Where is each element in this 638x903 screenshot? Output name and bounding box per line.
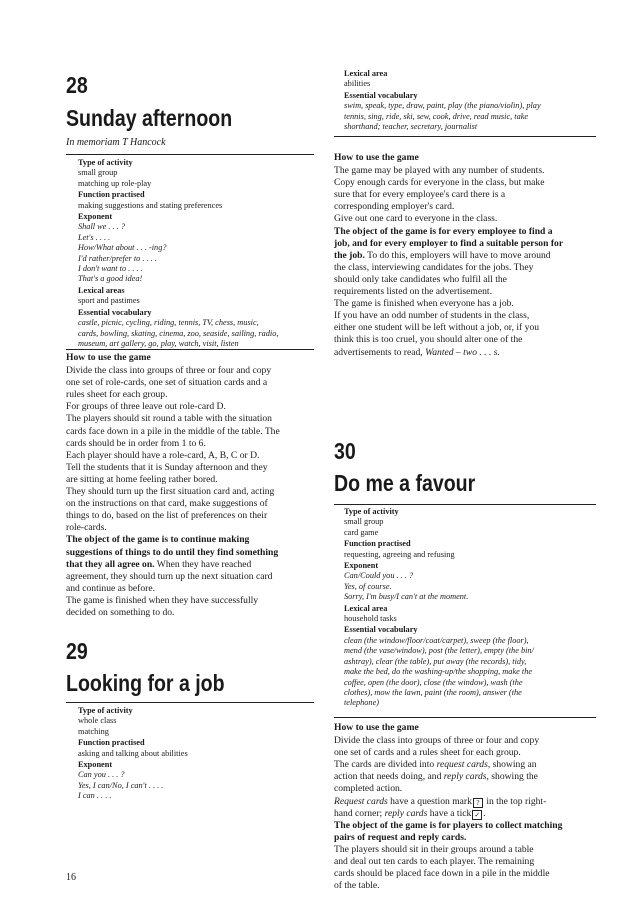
body-line: Each player should have a role-card, A, B, C or D.: [66, 449, 260, 461]
exponent-line: Yes, of course.: [344, 581, 392, 591]
function-line: requesting, agreeing and refusing: [344, 549, 455, 559]
body-line: The game may be played with any number of students.: [334, 165, 545, 177]
body-line: requirements listed on the advertisement.: [334, 286, 492, 298]
body-text: , showing an: [487, 759, 537, 771]
tick-box-icon: ✓: [472, 810, 482, 820]
function-line: asking and talking about abilities: [78, 748, 188, 758]
type-line: whole class: [78, 716, 117, 726]
body-line: and continue as before.: [66, 582, 155, 594]
exponent-line: Let's . . . .: [78, 232, 111, 242]
body-line: Give out one card to everyone in the class.: [334, 213, 498, 225]
divider: [334, 504, 596, 505]
body-text: request cards: [436, 759, 488, 771]
object-line: the job.: [334, 249, 365, 261]
object-line: The object of the game is for players to collect matching: [334, 819, 563, 831]
body-line: on the instructions on that card, make suggestions of: [66, 498, 268, 510]
object-line: that they all agree on.: [66, 558, 155, 570]
body-line: If you have an odd number of students in the class,: [334, 310, 530, 322]
lexical-line: sport and pastimes: [78, 296, 140, 306]
vocabulary-line: tennis, sing, ride, ski, sew, cook, drive, read music, take: [344, 111, 529, 121]
vocabulary-line: cards, bowling, skating, cinema, zoo, seaside, sailing, radio,: [78, 328, 279, 338]
vocabulary-line: clean (the window/floor/coat/carpet), sweep (the floor),: [344, 635, 529, 645]
lexical-label: Lexical area: [344, 603, 388, 613]
body-line: Tell the students that it is Sunday afternoon and they: [66, 461, 268, 473]
lexical-label: Lexical areas: [78, 285, 125, 295]
type-line: small group: [344, 517, 384, 527]
object-line: The object of the game is for every employee to find a: [334, 225, 553, 237]
exponent-label: Exponent: [78, 212, 113, 222]
activity-29-summary: [78, 705, 314, 802]
activity-30-number: 30: [334, 438, 356, 464]
vocabulary-line: swim, speak, type, draw, paint, play (the piano/violin), play: [344, 101, 541, 111]
body-text: Request cards: [334, 795, 388, 807]
body-text: The cards are divided into: [334, 759, 437, 771]
object-line: The object of the game is to continue making: [66, 534, 250, 546]
exponent-line: I don't want to . . . .: [78, 264, 143, 274]
type-line: matching up role-play: [78, 178, 152, 188]
body-text: hand corner;: [334, 807, 385, 819]
type-line: small group: [78, 168, 118, 178]
function-line: making suggestions and stating preferences: [78, 200, 223, 210]
body-line: agreement, they should turn up the next situation card: [66, 570, 273, 582]
body-line: The game is finished when everyone has a job.: [334, 298, 514, 310]
exponent-label: Exponent: [344, 561, 379, 571]
vocabulary-line: museum, art gallery, go, play, watch, visit, listen: [78, 338, 239, 348]
body-line: of the table.: [334, 880, 380, 892]
exponent-line: That's a good idea!: [78, 274, 143, 284]
activity-29-how-to: [334, 152, 596, 359]
body-line: should only take candidates who fulfil all the: [334, 273, 507, 285]
body-line: The players should sit in their groups around a table: [334, 843, 534, 855]
body-text: When they have reached: [154, 558, 252, 570]
body-line: things to do, based on the list of preferences on their: [66, 510, 268, 522]
body-text: reply cards: [443, 771, 487, 783]
activity-30-how-to: How to use the game Divide the class into groups of three or four and copy one set of cards and a rules sheet for each group. The cards are divided into request cards, showing an action that needs doing, and reply cards, showing the completed action. Request cards have a question mark ? in the top right- hand corner; reply cards have a tick ✓ . The object of the game is for players to collect matching pairs of request and reply cards. The players should sit in their groups around a table and deal out ten cards to each player. The remaining cards should be placed face down in a pile in the middle of the table.: [334, 722, 596, 892]
activity-29-title: Looking for a job: [66, 670, 225, 696]
body-text: To do this, employers will have to move around: [364, 249, 551, 261]
body-line: are sitting at home feeling rather bored.: [66, 473, 218, 485]
body-text: , showing the: [486, 771, 538, 783]
function-label: Function practised: [344, 539, 411, 549]
object-line: pairs of request and reply cards.: [334, 831, 467, 843]
body-line: Divide the class into groups of three or four and copy: [66, 365, 272, 377]
exponent-line: How/What about . . . -ing?: [78, 243, 167, 253]
object-line: suggestions of things to do until they find something: [66, 546, 279, 558]
vocabulary-line: coffee, open (the door), close (the window), wash (the: [344, 677, 523, 687]
how-heading: How to use the game: [66, 352, 151, 363]
body-text: have a question mark: [387, 795, 472, 807]
body-line: one set of role-cards, one set of situation cards and a: [66, 377, 268, 389]
type-line: card game: [344, 527, 379, 537]
page-number: 16: [66, 872, 76, 883]
body-line: cards should be in order from 1 to 6.: [66, 437, 206, 449]
vocabulary-line: clothes), mow the lawn, paint (the room), answer (the: [344, 687, 522, 697]
exponent-label: Exponent: [78, 760, 113, 770]
how-heading: How to use the game: [334, 152, 419, 163]
vocabulary-label: Essential vocabulary: [344, 90, 418, 100]
object-line: job, and for every employer to find a suitable person for: [334, 237, 564, 249]
vocabulary-line: mend (the vase/window), post (the letter), empty (the bin/: [344, 646, 534, 656]
body-line: For groups of three leave out role-card D.: [66, 401, 226, 413]
question-mark-box-icon: ?: [473, 798, 483, 808]
body-text: Wanted – two . . . s.: [425, 346, 500, 358]
body-text: action that needs doing, and: [334, 771, 444, 783]
body-text: reply cards: [384, 807, 428, 819]
activity-28-dedication: In memoriam T Hancock: [66, 137, 166, 148]
divider: [334, 136, 596, 137]
body-line: cards face down in a pile in the middle of the table. The: [66, 425, 280, 437]
exponent-line: Can/Could you . . . ?: [344, 571, 414, 581]
body-line: and deal out ten cards to each player. The remaining: [334, 856, 535, 868]
body-text: have a tick: [427, 807, 472, 819]
exponent-line: Yes, I can/No, I can't . . . .: [78, 780, 164, 790]
vocabulary-line: ashtray), clear (the table), put away (the records), tidy,: [344, 656, 527, 666]
vocabulary-label: Essential vocabulary: [344, 625, 418, 635]
function-label: Function practised: [78, 738, 145, 748]
body-line: decided on something to do.: [66, 606, 175, 618]
activity-29-summary-continued: [344, 68, 596, 132]
body-line: sure that for every employee's card there is a: [334, 189, 506, 201]
body-line: They should turn up the first situation card and, acting: [66, 486, 275, 498]
activity-30-summary: [344, 506, 596, 709]
body-line: think this is too cruel, you should alter one of the: [334, 334, 523, 346]
type-label: Type of activity: [344, 507, 399, 516]
divider: [66, 154, 314, 155]
lexical-line: household tasks: [344, 614, 397, 624]
body-line: either one student will be left without a job, or, if you: [334, 322, 540, 334]
body-text: in the top right-: [483, 795, 547, 807]
body-line: rules sheet for each group.: [66, 389, 168, 401]
exponent-line: I can . . . .: [78, 791, 112, 801]
activity-30-title: Do me a favour: [334, 470, 476, 496]
exponent-line: Can you . . . ?: [78, 770, 125, 780]
lexical-line: abilities: [344, 79, 371, 89]
function-label: Function practised: [78, 190, 145, 200]
body-line: role-cards.: [66, 522, 107, 534]
activity-28-how-to: [66, 352, 314, 619]
type-label: Type of activity: [78, 706, 133, 715]
body-line: Copy enough cards for everyone in the class, but make: [334, 177, 545, 189]
body-line: Divide the class into groups of three or four and copy: [334, 735, 540, 747]
divider: [66, 702, 314, 703]
exponent-line: I'd rather/prefer to . . . .: [78, 253, 157, 263]
activity-28-number: 28: [66, 72, 88, 98]
vocabulary-line: make the bed, do the washing-up/the shopping, make the: [344, 667, 533, 677]
activity-29-number: 29: [66, 638, 88, 664]
body-text: advertisements to read,: [334, 346, 426, 358]
body-line: cards should be placed face down in a pile in the middle: [334, 868, 550, 880]
divider: [66, 349, 314, 350]
lexical-label: Lexical area: [344, 69, 388, 78]
divider: [334, 717, 596, 718]
body-line: one set of cards and a rules sheet for each group.: [334, 747, 521, 759]
how-heading: How to use the game: [334, 722, 419, 733]
body-line: completed action.: [334, 783, 403, 795]
vocabulary-line: telephone): [344, 698, 380, 708]
body-line: the class, interviewing candidates for the jobs. They: [334, 261, 534, 273]
type-line: matching: [78, 726, 109, 736]
exponent-line: Sorry, I'm busy/I can't at the moment.: [344, 592, 469, 602]
body-line: The players should sit round a table with the situation: [66, 413, 272, 425]
exponent-line: Shall we . . . ?: [78, 222, 126, 232]
body-line: corresponding employer's card.: [334, 201, 455, 213]
type-label: Type of activity: [78, 158, 133, 167]
activity-28-summary: [78, 157, 314, 349]
vocabulary-line: castle, picnic, cycling, riding, tennis, TV, chess, music,: [78, 318, 259, 328]
body-line: The game is finished when they have successfully: [66, 594, 259, 606]
vocabulary-line: shorthand; teacher, secretary, journalist: [344, 122, 478, 132]
vocabulary-label: Essential vocabulary: [78, 307, 152, 317]
activity-28-title: Sunday afternoon: [66, 105, 233, 131]
